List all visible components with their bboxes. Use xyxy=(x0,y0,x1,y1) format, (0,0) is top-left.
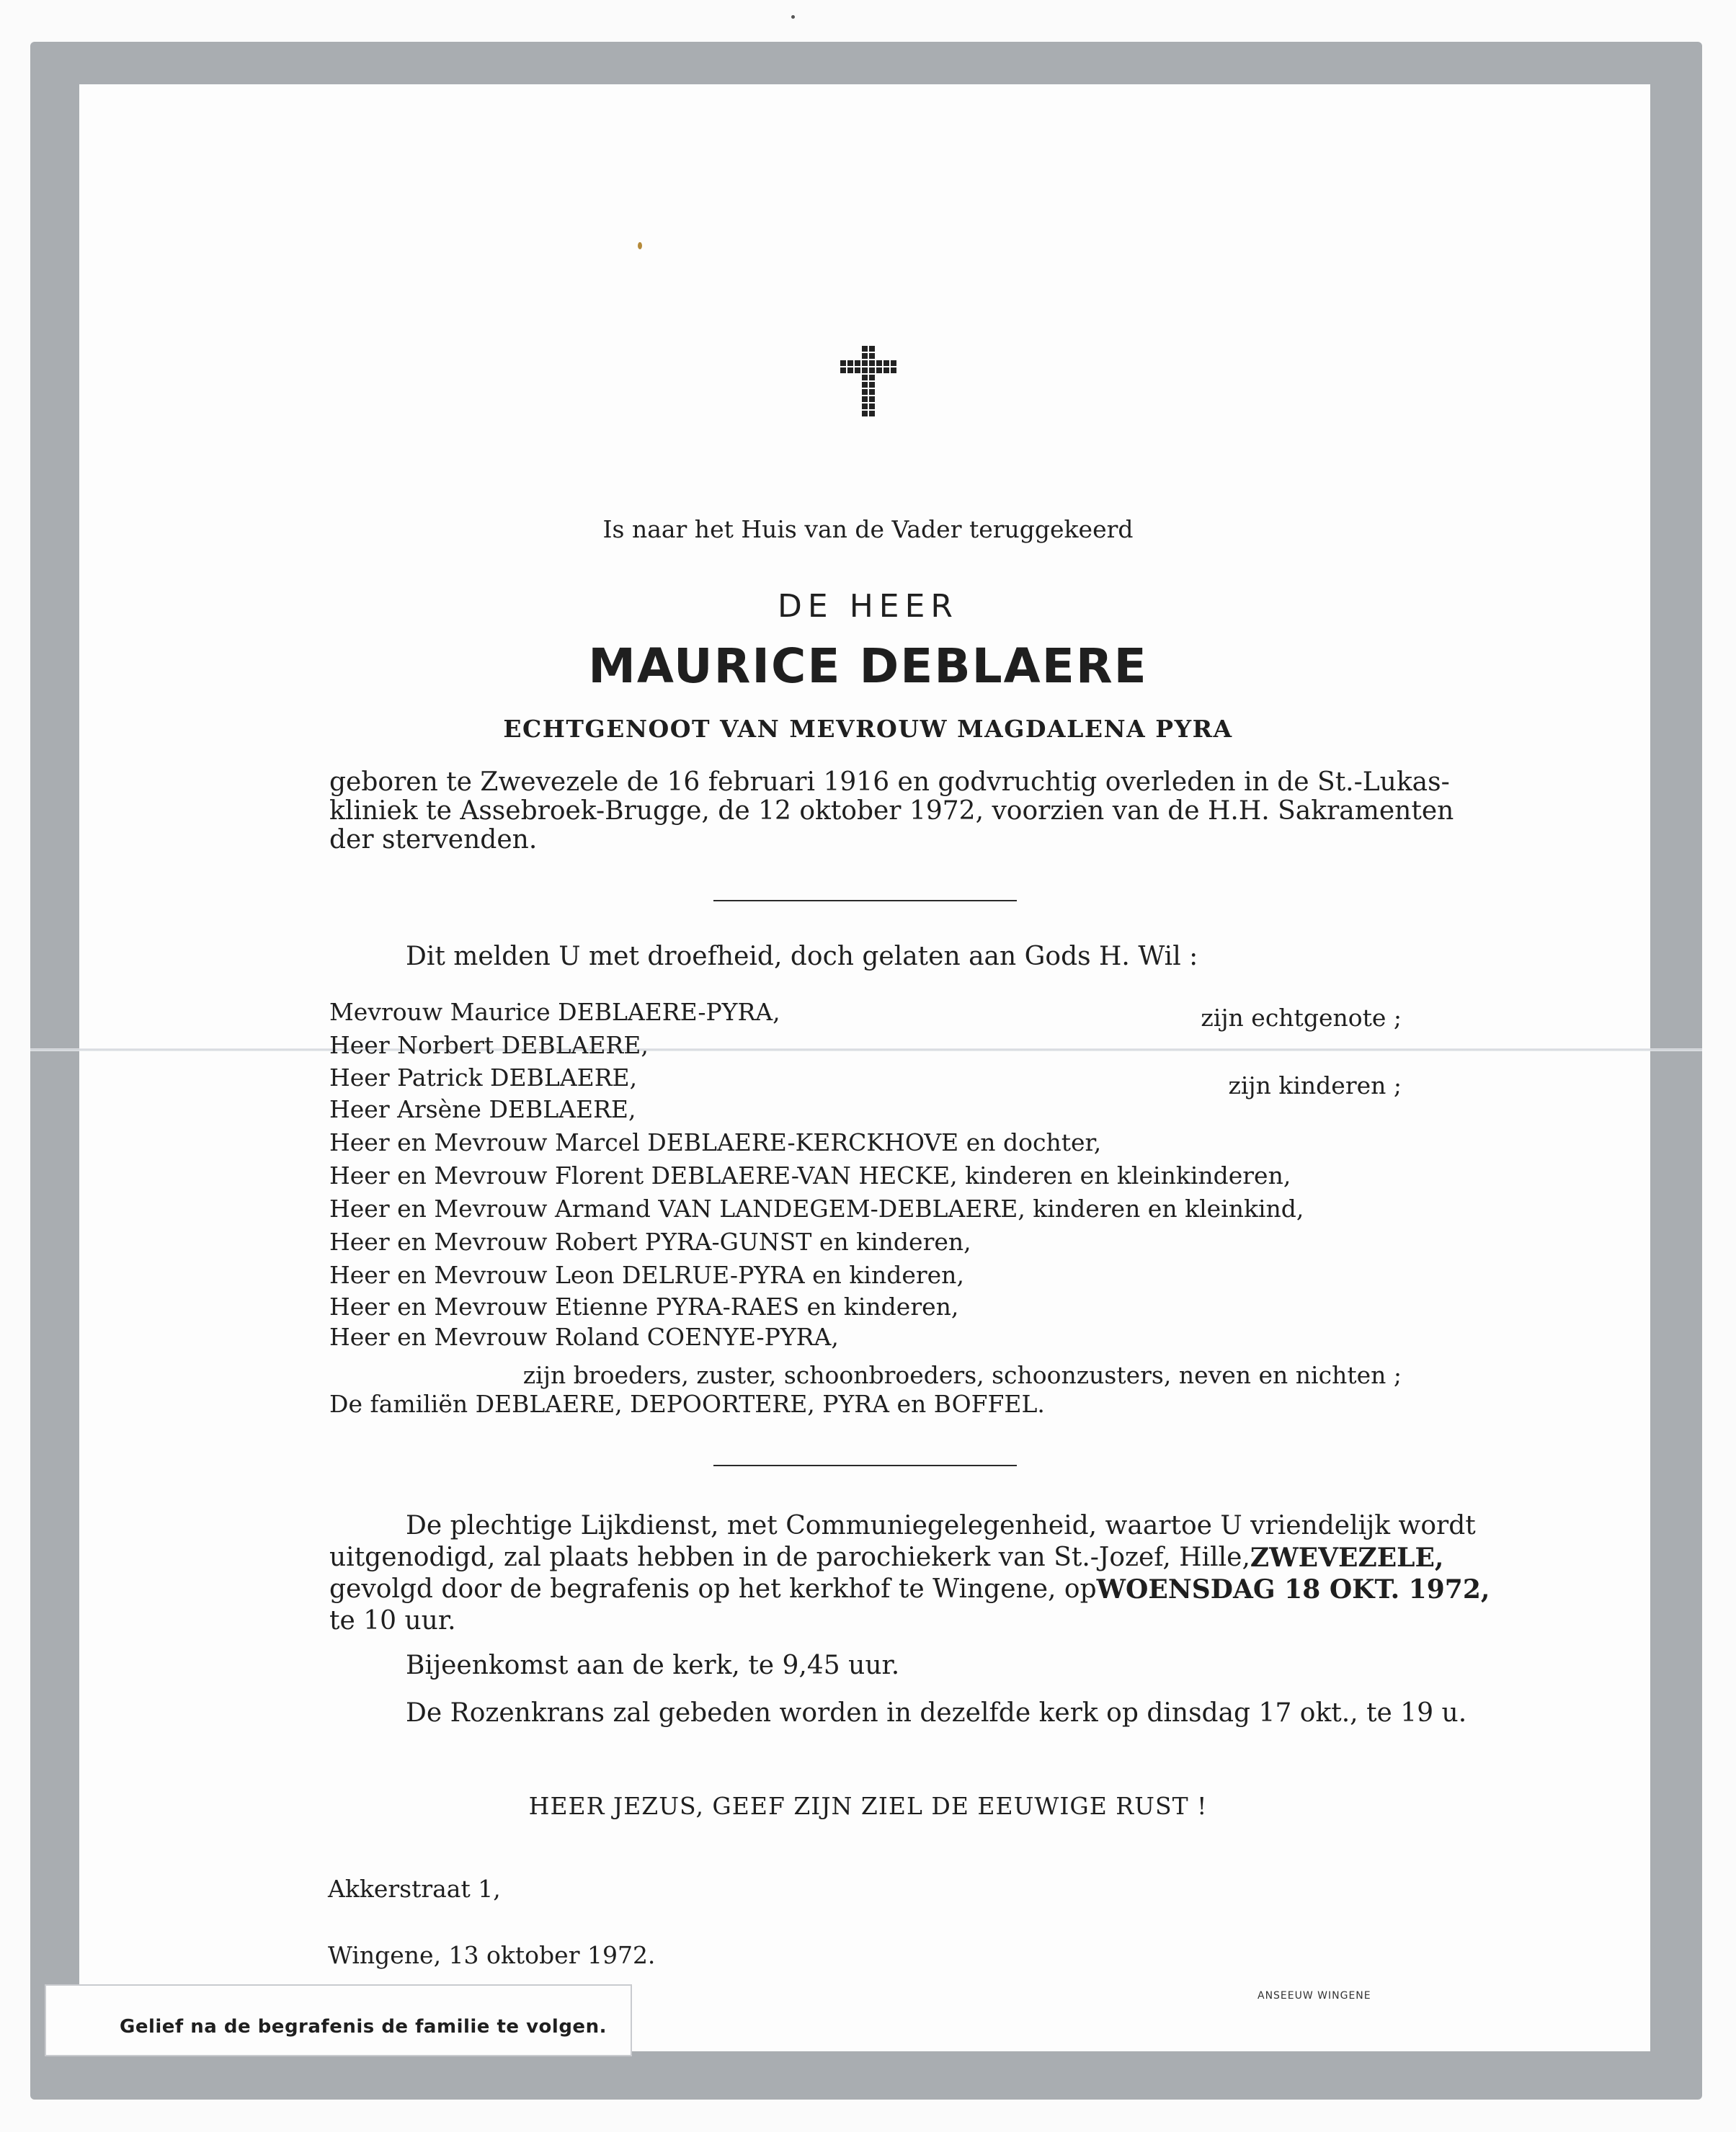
family-line: Mevrouw Maurice DEBLAERE-PYRA, xyxy=(329,998,780,1026)
family-line: Heer en Mevrouw Armand VAN LANDEGEM-DEBLAERE, kinderen en kleinkind, xyxy=(329,1195,1304,1223)
prayer-line: HEER JEZUS, GEEF ZIJN ZIEL DE EEUWIGE RUST ! xyxy=(528,1792,1208,1820)
deceased-name: MAURICE DEBLAERE xyxy=(588,638,1148,694)
rosary-line: De Rozenkrans zal gebeden worden in dezelfde kerk op dinsdag 17 okt., te 19 u. xyxy=(406,1698,1467,1728)
spouse-line: ECHTGENOOT VAN MEVROUW MAGDALENA PYRA xyxy=(503,715,1233,743)
intro-line: Is naar het Huis van de Vader teruggekeerd xyxy=(602,515,1134,543)
biography-line: geboren te Zwevezele de 16 februari 1916 en godvruchtig overleden in de St.-Lukas- xyxy=(329,767,1450,797)
announcement: Dit melden U met droefheid, doch gelaten aan Gods H. Wil : xyxy=(406,942,1198,971)
family-line: Heer en Mevrouw Robert PYRA-GUNST en kinderen, xyxy=(329,1228,971,1256)
honorific: DE HEER xyxy=(778,588,958,625)
relation-children: zijn kinderen ; xyxy=(1228,1071,1402,1100)
relation-siblings: zijn broeders, zuster, schoonbroeders, schoonzusters, neven en nichten ; xyxy=(522,1361,1402,1389)
service-text: gevolgd door de begrafenis op het kerkhof te Wingene, op xyxy=(329,1574,1097,1604)
family-line: Heer en Mevrouw Leon DELRUE-PYRA en kinderen, xyxy=(329,1261,964,1289)
family-line: Heer en Mevrouw Roland COENYE-PYRA, xyxy=(329,1323,839,1351)
service-text: uitgenodigd, zal plaats hebben in de parochiekerk van St.-Jozef, Hille, xyxy=(329,1543,1250,1572)
paper-speck xyxy=(791,15,795,19)
address: Akkerstraat 1, xyxy=(328,1875,501,1903)
paper-speck xyxy=(638,242,642,249)
service-line: te 10 uur. xyxy=(329,1606,456,1636)
biography-line: der stervenden. xyxy=(329,825,538,855)
family-line: Heer en Mevrouw Marcel DEBLAERE-KERCKHOVE en dochter, xyxy=(329,1128,1102,1156)
place-date: Wingene, 13 oktober 1972. xyxy=(328,1941,656,1969)
family-line: Heer Norbert DEBLAERE, xyxy=(329,1031,649,1059)
divider xyxy=(713,1465,1017,1466)
service-line: De plechtige Lijkdienst, met Communiegelegenheid, waartoe U vriendelijk wordt xyxy=(406,1511,1476,1540)
relation-families: De familiën DEBLAERE, DEPOORTERE, PYRA en BOFFEL. xyxy=(329,1390,1045,1418)
family-line: Heer Arsène DEBLAERE, xyxy=(329,1095,636,1123)
fold-crease xyxy=(30,1048,1702,1051)
service-town: ZWEVEZELE, xyxy=(1250,1543,1444,1573)
gathering-line: Bijeenkomst aan de kerk, te 9,45 uur. xyxy=(406,1651,900,1680)
relation-spouse: zijn echtgenote ; xyxy=(1201,1004,1402,1032)
family-line: Heer Patrick DEBLAERE, xyxy=(329,1063,638,1092)
cross-icon xyxy=(840,346,896,424)
attached-slip xyxy=(45,1984,632,2056)
family-line: Heer en Mevrouw Florent DEBLAERE-VAN HECKE, kinderen en kleinkinderen, xyxy=(329,1161,1291,1190)
service-line xyxy=(329,1574,1490,1605)
divider xyxy=(713,900,1017,901)
printer-mark: ANSEEUW WINGENE xyxy=(1258,1990,1371,2002)
service-line xyxy=(329,1543,1444,1573)
family-line: Heer en Mevrouw Etienne PYRA-RAES en kinderen, xyxy=(329,1293,959,1321)
service-date: WOENSDAG 18 OKT. 1972, xyxy=(1096,1574,1490,1605)
slip-note: Gelief na de begrafenis de familie te volgen. xyxy=(120,2016,607,2038)
biography-line: kliniek te Assebroek-Brugge, de 12 oktober 1972, voorzien van de H.H. Sakramenten xyxy=(329,796,1454,826)
